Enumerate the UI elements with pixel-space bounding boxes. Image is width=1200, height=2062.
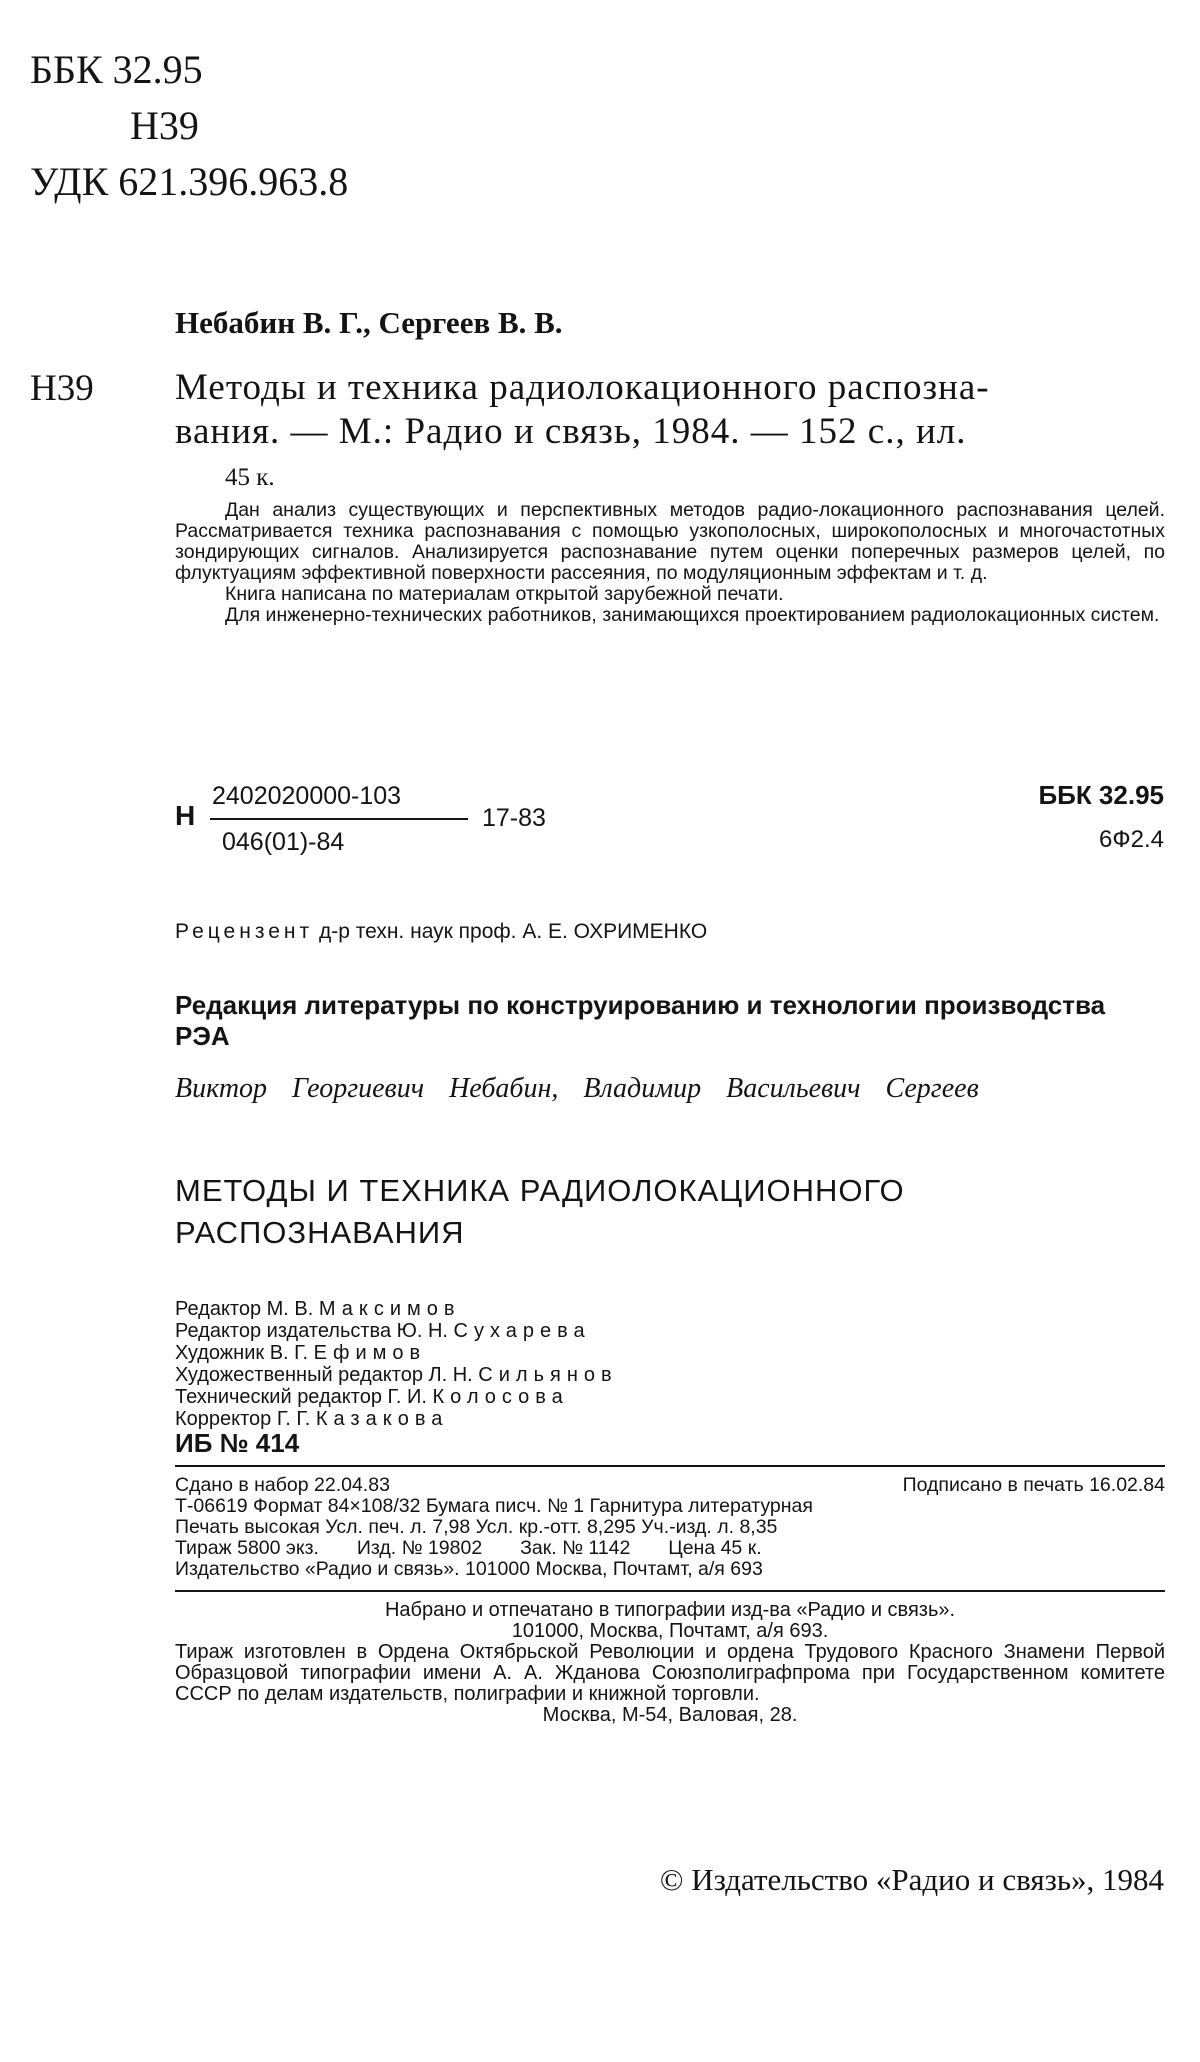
authors-heading: Небабин В. Г., Сергеев В. В. (175, 305, 563, 340)
reviewer (175, 920, 707, 944)
imprint-row (175, 1475, 1165, 1496)
divider (175, 1590, 1165, 1592)
staff-row: Корректор Г. Г. Казакова (175, 1408, 449, 1430)
price: 45 к. (225, 464, 275, 491)
fraction-bar (210, 818, 468, 820)
imprint-row: Печать высокая Усл. печ. л. 7,98 Усл. кр.-отт. 8,295 Уч.-изд. л. 8,35 (175, 1516, 778, 1538)
printing-info (175, 1600, 1165, 1726)
bbk-code-secondary: 6Ф2.4 (1099, 826, 1164, 853)
divider (175, 1465, 1165, 1467)
imprint-row: Издательство «Радио и связь». 101000 Москва, Почтамт, а/я 693 (175, 1558, 763, 1580)
catalog-number: Н39 (30, 368, 94, 409)
printing-line: Набрано и отпечатано в типографии изд-ва «Радио и связь». (384, 1599, 956, 1621)
index-series: 17-83 (482, 804, 546, 832)
staff-list (175, 1298, 618, 1430)
imprint-row: Тираж 5800 экз. Изд. № 19802 Зак. № 1142 Цена 45 к. (175, 1537, 762, 1559)
abstract-paragraph: Для инженерно-технических работников, занимающихся проектированием радиолокационных систем. (225, 604, 1160, 626)
staff-row: Художник В. Г. Ефимов (175, 1342, 427, 1364)
printing-line: Тираж изготовлен в Ордена Октябрьской Революции и ордена Трудового Красного Знамени Первой Образцовой типографии имени А. А. Жданова Союзполиграфпрома при Государственном комитете СССР по делам издательств, полиграфии и книжной торговли. (175, 1641, 1165, 1705)
index-denominator: 046(01)-84 (222, 828, 345, 856)
reviewer-label: Рецензент (175, 920, 314, 943)
title-line: Методы и техника радиолокационного распозна- (175, 367, 990, 408)
author-full-names: Виктор Георгиевич Небабин, Владимир Васильевич Сергеев (175, 1073, 979, 1104)
index-letter: Н (175, 800, 196, 831)
reviewer-text: д-р техн. наук проф. А. Е. ОХРИМЕНКО (318, 920, 708, 943)
bbk-code: ББК 32.95 (30, 47, 203, 92)
ib-number: ИБ № 414 (175, 1428, 300, 1458)
imprint-row: Т-06619 Формат 84×108/32 Бумага писч. № 1 Гарнитура литературная (175, 1495, 813, 1517)
abstract-paragraph: Дан анализ существующих и перспективных методов радио-локационного распознавания целей. Рассматривается техника распознавания с помощью узкополосных, широкополосных и многочастотных зондирующих сигналов. Анализируется распознавание путем оценки поперечных размеров целей, по флуктуациям эффективной поверхности рассеяния, по модуляционным эффектам и т. д. (175, 499, 1165, 584)
title-line: вания. — М.: Радио и связь, 1984. — 152 с., ил. (175, 411, 967, 452)
udk-code: УДК 621.396.963.8 (30, 159, 349, 204)
bbk-right: ББК 32.95 (1038, 780, 1164, 810)
copyright: © Издательство «Радио и связь», 1984 (659, 1862, 1164, 1897)
author-mark: Н39 (130, 103, 199, 148)
classification-codes (30, 42, 348, 210)
book-title: МЕТОДЫ И ТЕХНИКА РАДИОЛОКАЦИОННОГО РАСПОЗНАВАНИЯ (175, 1173, 905, 1250)
staff-row: Технический редактор Г. И. Колосова (175, 1386, 569, 1408)
printing-line: 101000, Москва, Почтамт, а/я 693. (511, 1620, 829, 1642)
submitted-date: Сдано в набор 22.04.83 (175, 1474, 390, 1496)
index-numerator: 2402020000-103 (212, 782, 402, 810)
abstract-paragraph: Книга написана по материалам открытой зарубежной печати. (225, 583, 784, 605)
edition-office: Редакция литературы по конструированию и технологии производства РЭА (175, 990, 1106, 1051)
signed-date: Подписано в печать 16.02.84 (902, 1474, 1165, 1496)
staff-row: Художественный редактор Л. Н. Сильянов (175, 1364, 618, 1386)
bibliographic-title (175, 366, 990, 454)
printing-line: Москва, М-54, Валовая, 28. (542, 1704, 798, 1726)
imprint-block (175, 1475, 1165, 1580)
staff-row: Редактор М. В. Максимов (175, 1298, 461, 1320)
staff-row: Редактор издательства Ю. Н. Сухарева (175, 1320, 591, 1342)
abstract (175, 500, 1165, 626)
